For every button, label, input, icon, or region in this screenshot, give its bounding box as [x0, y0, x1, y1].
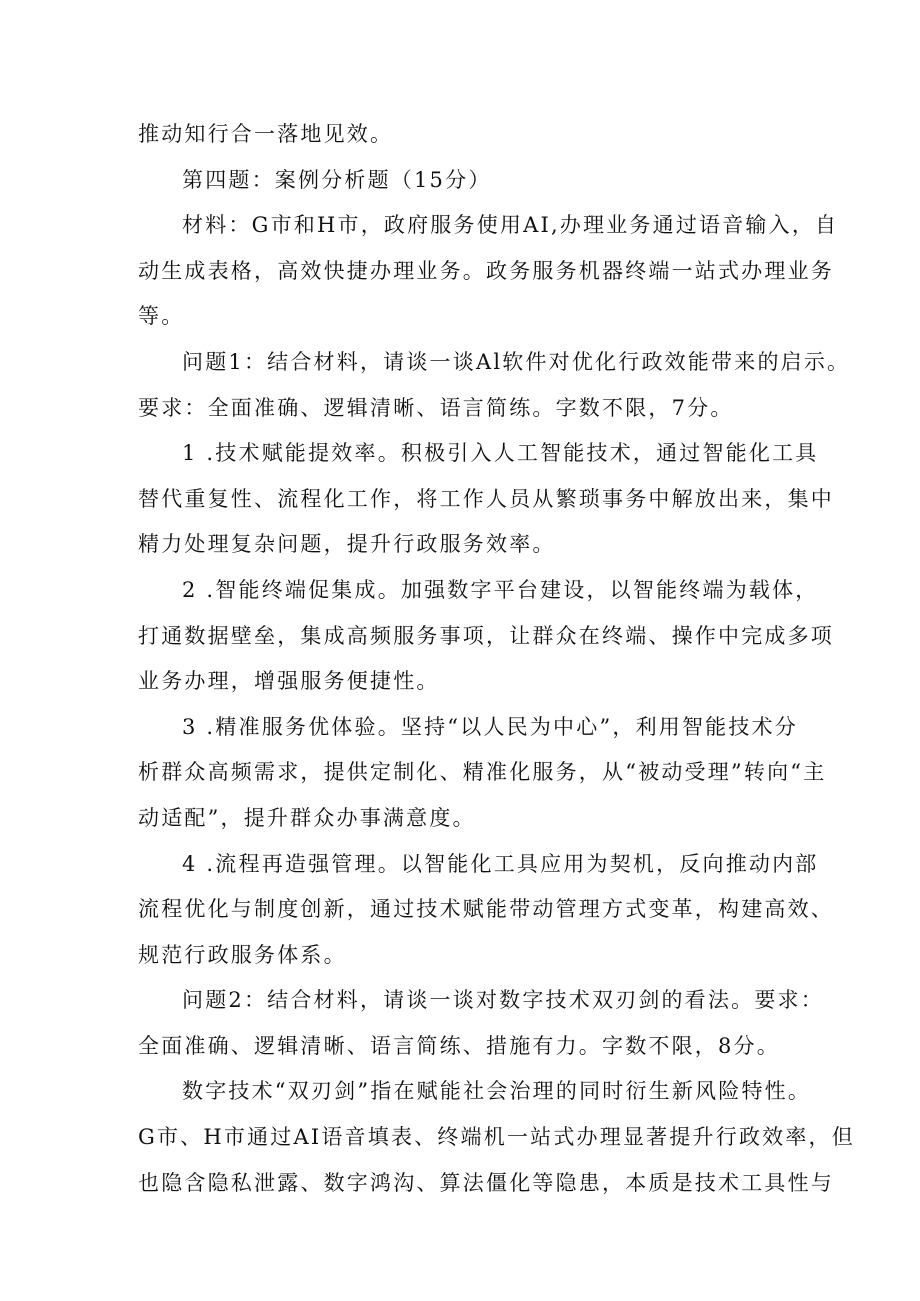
text-line: 4 .流程再造强管理。以智能化工具应用为契机，反向推动内部 — [182, 851, 819, 876]
text-line: 业务办理，增强服务便捷性。 — [138, 669, 440, 694]
text-line: 动适配”，提升群众办事满意度。 — [138, 805, 476, 830]
text-line: 动生成表格，高效快捷办理业务。政务服务机器终端一站式办理业务 — [138, 258, 834, 283]
text-line: 全面准确、逻辑清晰、语言简练、措施有力。字数不限，8分。 — [138, 1033, 780, 1058]
text-line: 2 .智能终端促集成。加强数字平台建设，以智能终端为载体， — [182, 577, 819, 602]
text-line: 替代重复性、流程化工作，将工作人员从繁琐事务中解放出来，集中 — [138, 486, 834, 511]
text-line: 规范行政服务体系。 — [138, 942, 347, 967]
text-line: 精力处理复杂问题，提升行政服务效率。 — [138, 532, 556, 557]
question-heading: 第四题：案例分析题（15分） — [182, 167, 492, 192]
text-line: 推动知行合一落地见效。 — [138, 122, 394, 146]
text-line: 数字技术“双刃剑”指在赋能社会治理的同时衍生新风险特性。 — [182, 1079, 812, 1104]
text-line: 3 .精准服务优体验。坚持“以人民为中心”，利用智能技术分 — [182, 714, 798, 739]
text-line: 析群众高频需求，提供定制化、精准化服务，从“被动受理”转向“主 — [138, 760, 827, 785]
text-line: 也隐含隐私泄露、数字鸿沟、算法僵化等隐患，本质是技术工具性与 — [138, 1170, 834, 1195]
text-line: 问题2：结合材料，请谈一谈对数字技术双刃剑的看法。要求： — [182, 988, 824, 1013]
text-line: G市、H市通过AI语音填表、终端机一站式办理显著提升行政效率，但 — [138, 1125, 855, 1150]
text-line: 要求：全面准确、逻辑清晰、语言简练。字数不限，7分。 — [138, 395, 734, 420]
text-line: 材料：G市和H市，政府服务使用AI,办理业务通过语音输入，自 — [182, 213, 839, 238]
text-line: 等。 — [138, 304, 185, 329]
text-line: 1 .技术赋能提效率。积极引入人工智能技术，通过智能化工具 — [182, 441, 819, 466]
text-line: 打通数据壁垒，集成高频服务事项，让群众在终端、操作中完成多项 — [138, 623, 834, 648]
text-line: 问题1：结合材料，请谈一谈Al软件对优化行政效能带来的启示。 — [182, 349, 851, 374]
document-body — [138, 112, 855, 1206]
text-line: 流程优化与制度创新，通过技术赋能带动管理方式变革，构建高效、 — [138, 897, 834, 922]
